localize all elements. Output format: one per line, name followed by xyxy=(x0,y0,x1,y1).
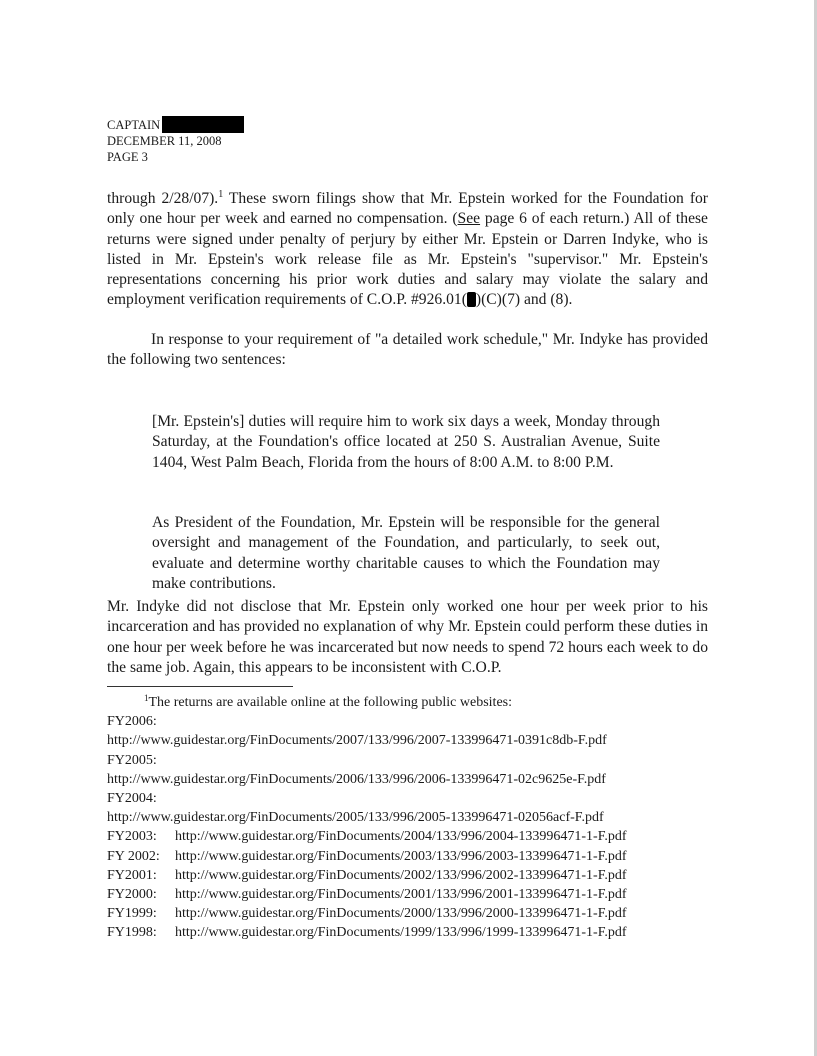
paragraph-disclosure: Mr. Indyke did not disclose that Mr. Epstein only worked one hour per week prior to his incarceration and has provided no explanation of why Mr. Epstein could perform these duties in one hour per week before he was incarcerated but now needs to spend 72 hours each week to do the same job. Again, this appears to be inconsistent with C.O.P. xyxy=(107,598,708,676)
paragraph-sworn-filings: through 2/28/07).$^1$ These sworn filings show that Mr. Epstein worked for the Foundation for only one hour per week and earned no compensation. (See page 6 of each return.) All of these returns were signed under penalty of perjury by either Mr. Epstein or Darren Indyke, who is listed in Mr. Epstein's work release file as Mr. Epstein's "supervisor." Mr. Epstein's representations concerning his prior work duties and salary may violate the salary and employment verification requirements of C.O.P. #926.01( )(C)(7) and (8). xyxy=(107,189,708,309)
footnote-intro: $^1$The returns are available online at the following public websites: xyxy=(144,693,512,710)
footnote-fy2005-url: http://www.guidestar.org/FinDocuments/2006/133/996/2006-133996471-02c9625e-F.pdf xyxy=(107,771,606,787)
footnote-row: FY1999: http://www.guidestar.org/FinDocuments/2000/133/996/2000-133996471-1-F.pdf xyxy=(107,906,627,922)
footnote-fy2004-url: http://www.guidestar.org/FinDocuments/2005/133/996/2005-133996471-02056acf-F.pdf xyxy=(107,810,604,826)
footnote-rule xyxy=(107,686,293,687)
footnote-fy2006-label: FY2006: xyxy=(107,714,157,730)
footnote-ref: 1 xyxy=(218,189,224,200)
footnote-row: FY2000: http://www.guidestar.org/FinDocuments/2001/133/996/2001-133996471-1-F.pdf xyxy=(107,887,627,903)
block-quote-president: As President of the Foundation, Mr. Epstein will be responsible for the general oversight and management of the Foundation, and particularly, to seek out, evaluate and determine worthy charitable causes to which the Foundation may make contributions. xyxy=(152,514,660,592)
footnote-fy2006-url: http://www.guidestar.org/FinDocuments/2007/133/996/2007-133996471-0391c8db-F.pdf xyxy=(107,733,607,749)
footnote-block xyxy=(107,693,712,943)
letter-header xyxy=(107,116,244,165)
paragraph-work-schedule: In response to your requirement of "a detailed work schedule," Mr. Indyke has provided the following two sentences: xyxy=(107,331,708,369)
footnote-row: FY1998: http://www.guidestar.org/FinDocuments/1999/133/996/1999-133996471-1-F.pdf xyxy=(107,925,627,941)
block-quote-duties: [Mr. Epstein's] duties will require him to work six days a week, Monday through Saturday, at the Foundation's office located at 250 S. Australian Avenue, Suite 1404, West Palm Beach, Florida from the hours of 8:00 A.M. to 8:00 P.M. xyxy=(152,413,660,471)
header-date: DECEMBER 11, 2008 xyxy=(107,134,222,148)
footnote-fy2004-label: FY2004: xyxy=(107,791,157,807)
see-reference: See xyxy=(457,210,481,228)
header-page: PAGE 3 xyxy=(107,150,148,164)
header-captain: CAPTAIN xyxy=(107,118,161,132)
redaction-box xyxy=(162,116,244,133)
footnote-row: FY2001: http://www.guidestar.org/FinDocuments/2002/133/996/2002-133996471-1-F.pdf xyxy=(107,867,627,883)
header-recipient xyxy=(107,116,244,133)
footnote-row: FY2003: http://www.guidestar.org/FinDocuments/2004/133/996/2004-133996471-1-F.pdf xyxy=(107,829,627,845)
footnote-row: FY 2002: http://www.guidestar.org/FinDocuments/2003/133/996/2003-133996471-1-F.pdf xyxy=(107,848,627,864)
footnote-fy2005-label: FY2005: xyxy=(107,752,157,768)
inline-redaction xyxy=(467,292,476,307)
